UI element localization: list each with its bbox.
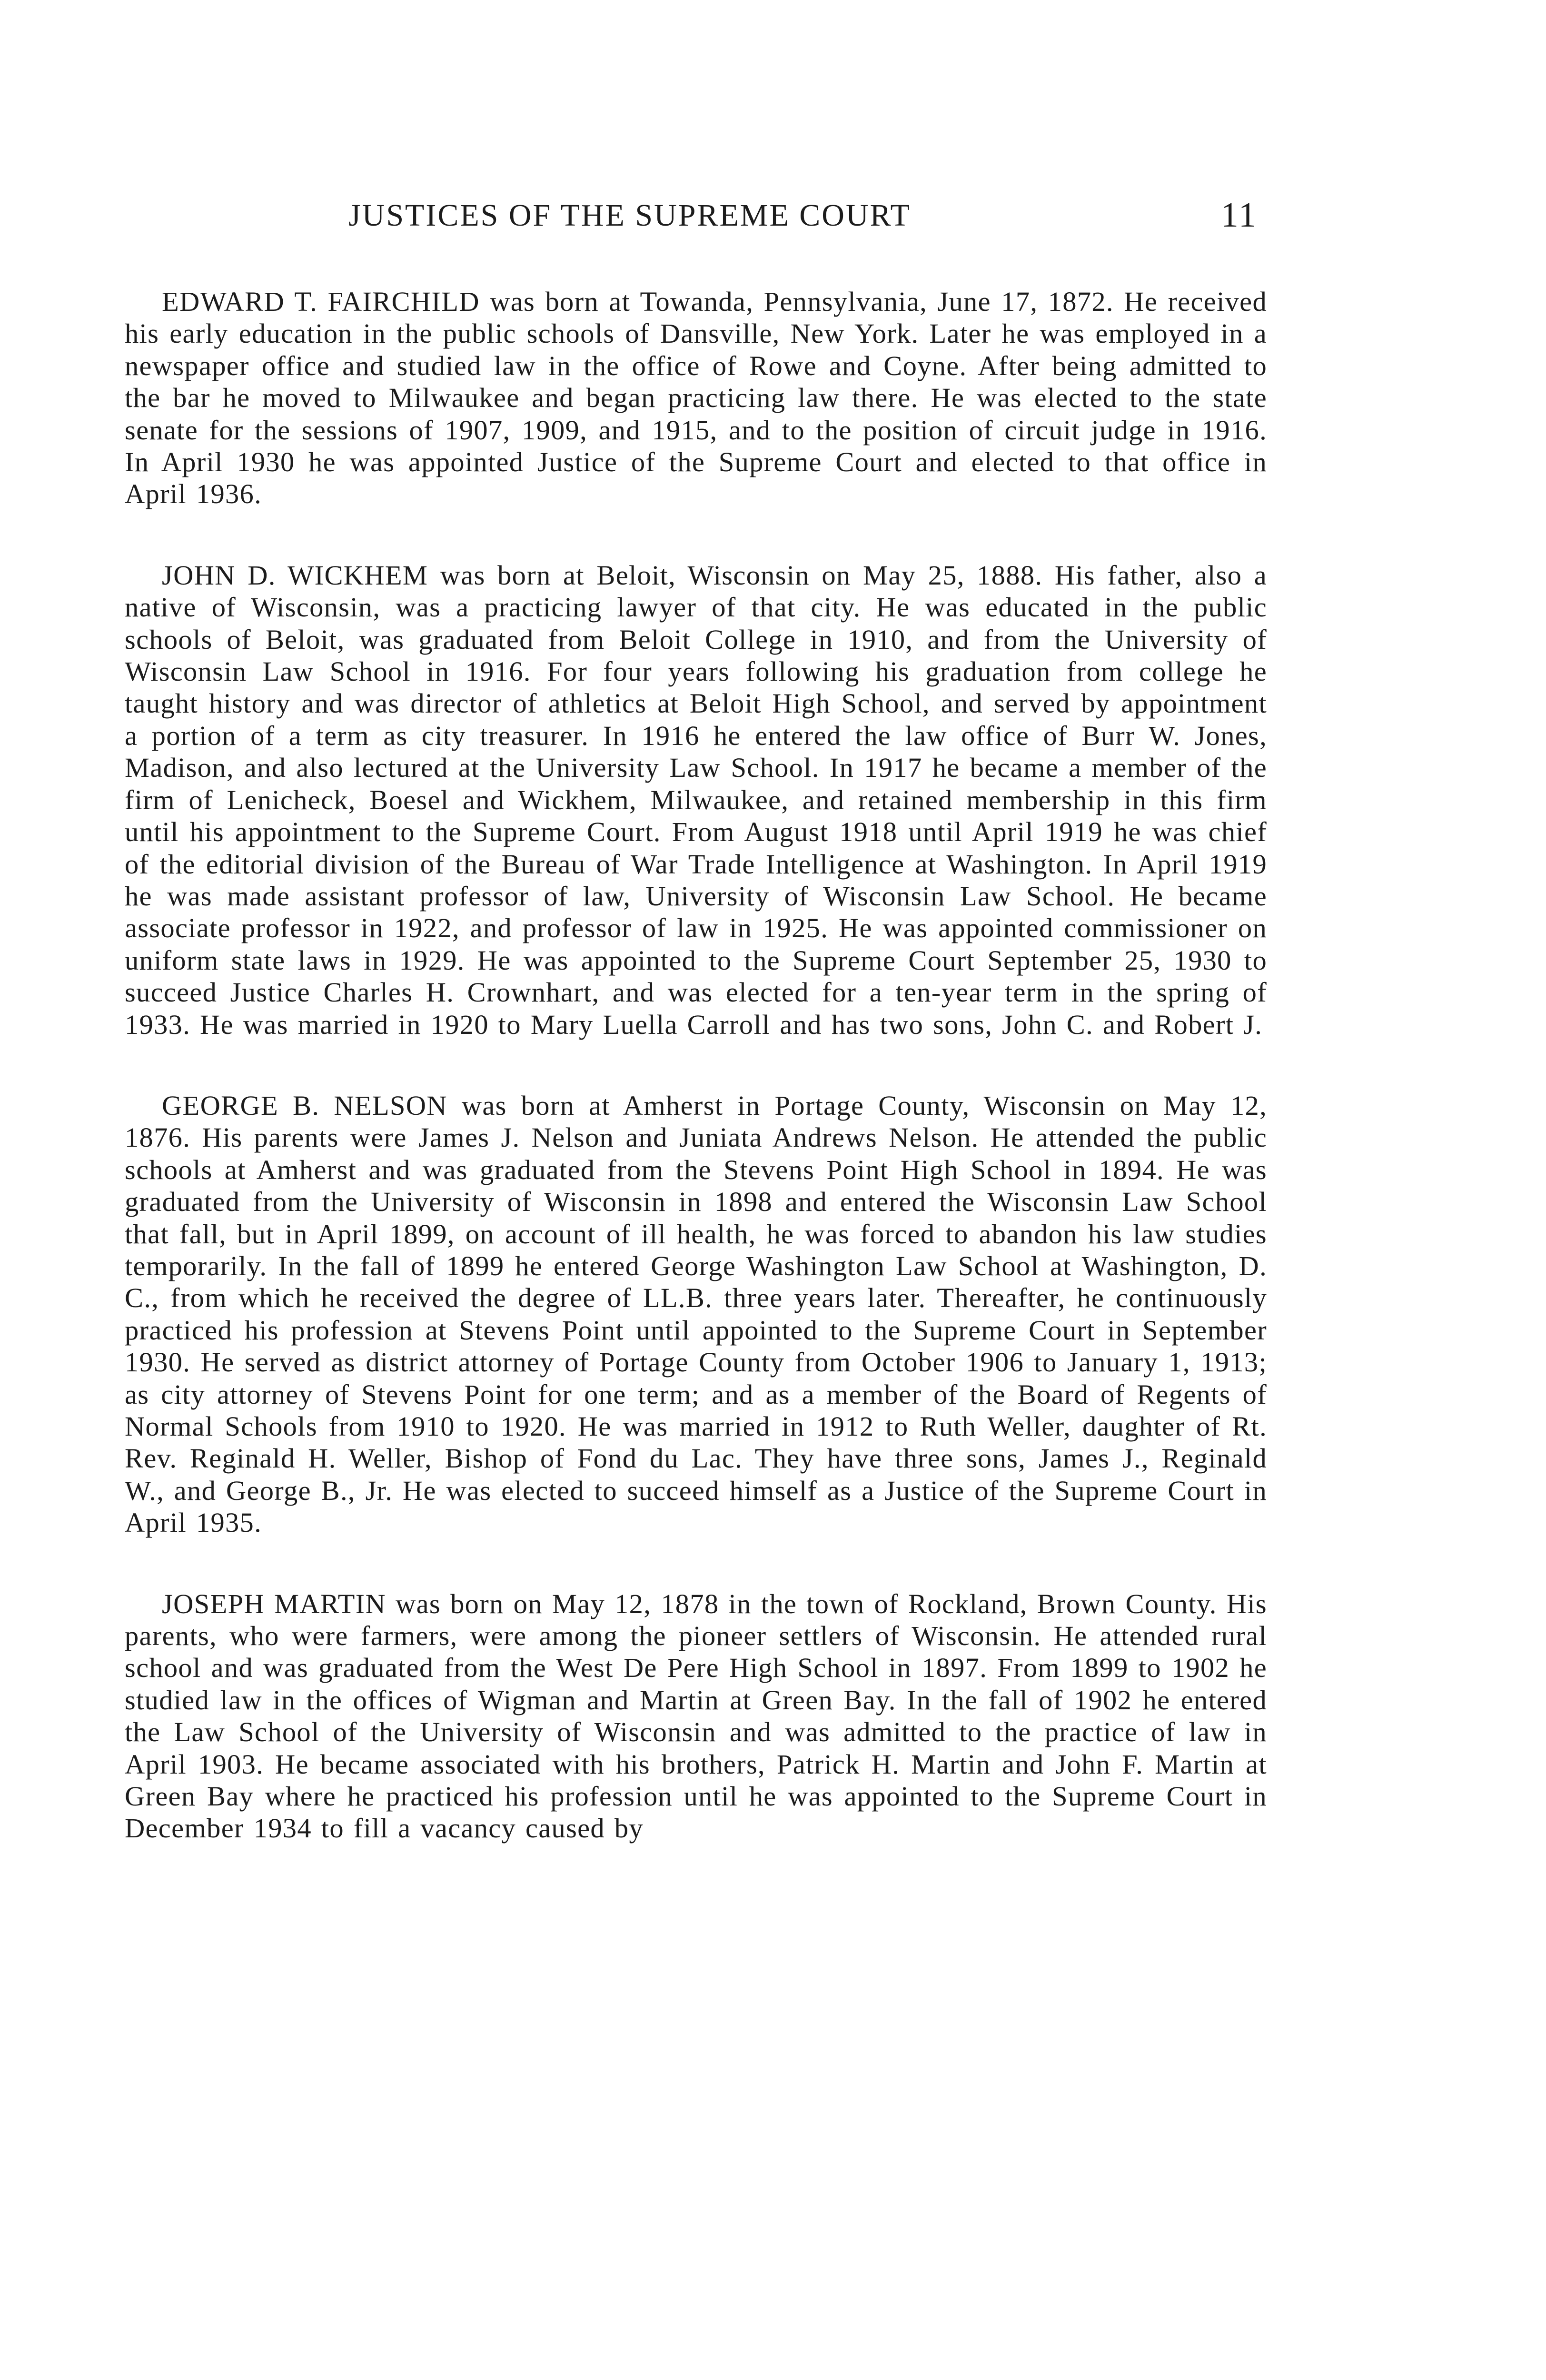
bio-wickhem: JOHN D. WICKHEM was born at Beloit, Wisconsin on May 25, 1888. His father, also a native of Wisconsin, was a practicing lawyer of that city. He was educated in the public schools of Beloit, was graduated from Beloit College in 1910, and from the University of Wisconsin Law School in 1916. For four years following his graduation from college he taught history and was director of athletics at Beloit High School, and served by appointment a portion of a term as city treasurer. In 1916 he entered the law office of Burr W. Jones, Madison, and also lectured at the University Law School. In 1917 he became a member of the firm of Lenicheck, Boesel and Wickhem, Milwaukee, and retained membership in this firm until his appointment to the Supreme Court. From August 1918 until April 1919 he was chief of the editorial division of the Bureau of War Trade Intelligence at Washington. In April 1919 he was made assistant professor of law, University of Wisconsin Law School. He became associate professor in 1922, and professor of law in 1925. He was appointed commissioner on uniform state laws in 1929. He was appointed to the Supreme Court September 25, 1930 to succeed Justice Charles H. Crownhart, and was elected for a ten-year term in the spring of 1933. He was married in 1920 to Mary Luella Carroll and has two sons, John C. and Robert J. xyxy=(125,559,1267,1040)
bio-nelson: GEORGE B. NELSON was born at Amherst in Portage County, Wisconsin on May 12, 1876. His parents were James J. Nelson and Juniata Andrews Nelson. He attended the public schools at Amherst and was graduated from the Stevens Point High School in 1894. He was graduated from the University of Wisconsin in 1898 and entered the Wisconsin Law School that fall, but in April 1899, on account of ill health, he was forced to abandon his law studies temporarily. In the fall of 1899 he entered George Washington Law School at Washington, D. C., from which he received the degree of LL.B. three years later. Thereafter, he continuously practiced his profession at Stevens Point until appointed to the Supreme Court in September 1930. He served as district attorney of Portage County from October 1906 to January 1, 1913; as city attorney of Stevens Point for one term; and as a member of the Board of Regents of Normal Schools from 1910 to 1920. He was married in 1912 to Ruth Weller, daughter of Rt. Rev. Reginald H. Weller, Bishop of Fond du Lac. They have three sons, James J., Reginald W., and George B., Jr. He was elected to succeed himself as a Justice of the Supreme Court in April 1935. xyxy=(125,1090,1267,1538)
bio-martin: JOSEPH MARTIN was born on May 12, 1878 in the town of Rockland, Brown County. His parents, who were farmers, were among the pioneer settlers of Wisconsin. He attended rural school and was graduated from the West De Pere High School in 1897. From 1899 to 1902 he studied law in the offices of Wigman and Martin at Green Bay. In the fall of 1902 he entered the Law School of the University of Wisconsin and was admitted to the practice of law in April 1903. He became associated with his brothers, Patrick H. Martin and John F. Martin at Green Bay where he practiced his profession until he was appointed to the Supreme Court in December 1934 to fill a vacancy caused by xyxy=(125,1588,1267,1844)
page-number: 11 xyxy=(1220,196,1258,235)
bio-fairchild: EDWARD T. FAIRCHILD was born at Towanda, Pennsylvania, June 17, 1872. He received his early education in the public schools of Dansville, New York. Later he was employed in a newspaper office and studied law in the office of Rowe and Coyne. After being admitted to the bar he moved to Milwaukee and began practicing law there. He was elected to the state senate for the sessions of 1907, 1909, and 1915, and to the position of circuit judge in 1916. In April 1930 he was appointed Justice of the Supreme Court and elected to that office in April 1936. xyxy=(125,286,1267,510)
document-page xyxy=(125,188,1267,1844)
running-header xyxy=(125,188,1267,245)
running-title: JUSTICES OF THE SUPREME COURT xyxy=(348,198,911,233)
